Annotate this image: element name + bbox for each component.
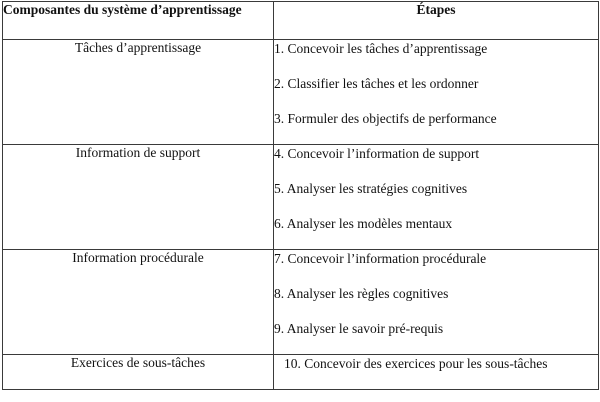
step-item: 9. Analyser le savoir pré-requis <box>274 321 444 336</box>
step-item: 3. Formuler des objectifs de performance <box>274 111 497 126</box>
header-row <box>3 2 599 40</box>
step-item: 1. Concevoir les tâches d’apprentissage <box>274 41 488 56</box>
component-cell: Information procédurale <box>3 250 274 355</box>
component-cell: Tâches d’apprentissage <box>3 40 274 145</box>
step-item: 8. Analyser les règles cognitives <box>274 286 449 301</box>
component-cell: Exercices de sous-tâches <box>3 355 274 390</box>
component-cell: Information de support <box>3 145 274 250</box>
table-row <box>3 250 599 355</box>
step-item: 6. Analyser les modèles mentaux <box>274 216 453 231</box>
table-row <box>3 40 599 145</box>
table-row <box>3 355 599 390</box>
header-steps: Étapes <box>274 2 599 40</box>
steps-cell <box>274 145 599 250</box>
header-components: Composantes du système d’apprentissage <box>3 2 274 40</box>
steps-cell <box>274 355 599 390</box>
steps-cell <box>274 250 599 355</box>
steps-cell <box>274 40 599 145</box>
step-item: 7. Concevoir l’information procédurale <box>274 251 487 266</box>
steps-table <box>2 1 599 390</box>
step-item: 4. Concevoir l’information de support <box>274 146 480 161</box>
step-item: 10. Concevoir des exercices pour les sous-tâches <box>284 356 548 371</box>
step-item: 2. Classifier les tâches et les ordonner <box>274 76 479 91</box>
table-row <box>3 145 599 250</box>
step-item: 5. Analyser les stratégies cognitives <box>274 181 468 196</box>
